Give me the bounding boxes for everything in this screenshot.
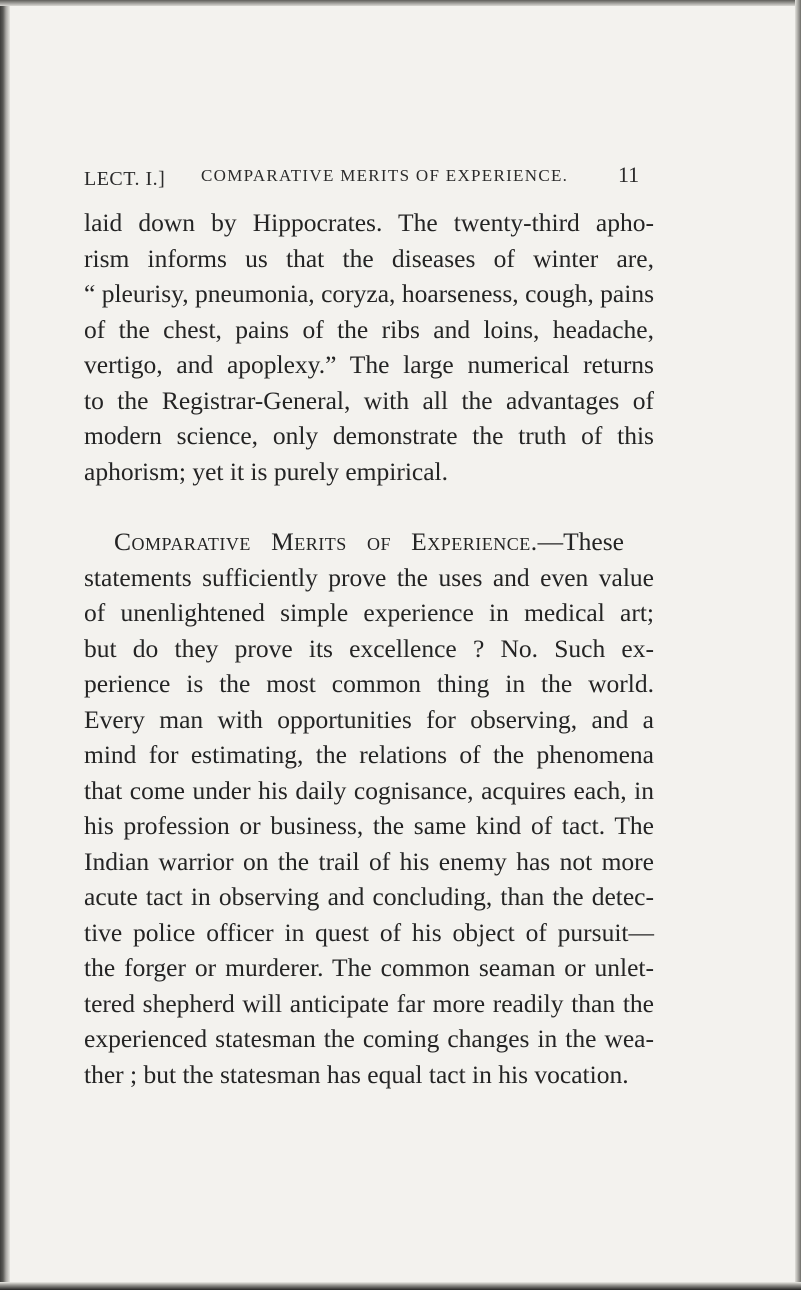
page-binding-edge (0, 0, 10, 1290)
section-heading: Comparative Merits of Experience. (114, 527, 538, 556)
text-line: tered shepherd will anticipate far more readily than the (84, 988, 654, 1018)
text-line: statements sufficiently prove the uses and even value (84, 562, 654, 592)
text-line: Every man with opportunities for observing, and a (84, 704, 654, 734)
text-line: but do they prove its excellence ? No. Such ex- (84, 633, 654, 663)
paragraph-1 (84, 205, 654, 489)
text-line: his profession or business, the same kind of tact. The (84, 811, 654, 840)
running-header (84, 162, 640, 194)
text-line: that come under his daily cognisance, acquires each, in (84, 775, 654, 805)
text-line: to the Registrar-General, with all the advantages of (84, 385, 654, 415)
text-line: mind for estimating, the relations of the phenomena (84, 740, 654, 769)
text-line: of unenlightened simple experience in medical art; (84, 598, 654, 627)
text-line: modern science, only demonstrate the truth of this (84, 421, 654, 450)
page-right-edge (795, 0, 801, 1290)
text-line: perience is the most common thing in the world. (84, 669, 654, 698)
text-line: tive police officer in quest of his object of pursuit— (84, 917, 654, 947)
text-line: the forger or murderer. The common seaman or unlet- (84, 953, 654, 982)
page-number: 11 (618, 162, 640, 187)
paragraph-first-line (114, 524, 624, 560)
text-line: aphorism; yet it is purely empirical. (84, 456, 448, 486)
text-fragment: —These (537, 527, 624, 556)
body-text (84, 205, 654, 1092)
text-line: of the chest, pains of the ribs and loins, headache, (84, 314, 654, 344)
running-title: COMPARATIVE MERITS OF EXPERIENCE. (201, 166, 569, 185)
page-bottom-edge (0, 1282, 801, 1290)
text-line: laid down by Hippocrates. The twenty-third apho- (84, 208, 654, 237)
page-top-edge (0, 0, 801, 6)
text-line: experienced statesman the coming changes in the wea- (84, 1024, 654, 1053)
text-line: acute tact in observing and concluding, than the detec- (84, 882, 654, 911)
text-line: ther ; but the statesman has equal tact in his vocation. (84, 1059, 629, 1089)
lecture-label: LECT. I.] (84, 168, 166, 190)
text-line: rism informs us that the diseases of winter are, (84, 243, 654, 273)
paragraph-2 (84, 524, 654, 1092)
text-line: Indian warrior on the trail of his enemy has not more (84, 846, 654, 876)
text-line: vertigo, and apoplexy.” The large numerical returns (84, 350, 654, 379)
text-line: “ pleurisy, pneumonia, coryza, hoarseness, cough, pains (84, 279, 654, 308)
